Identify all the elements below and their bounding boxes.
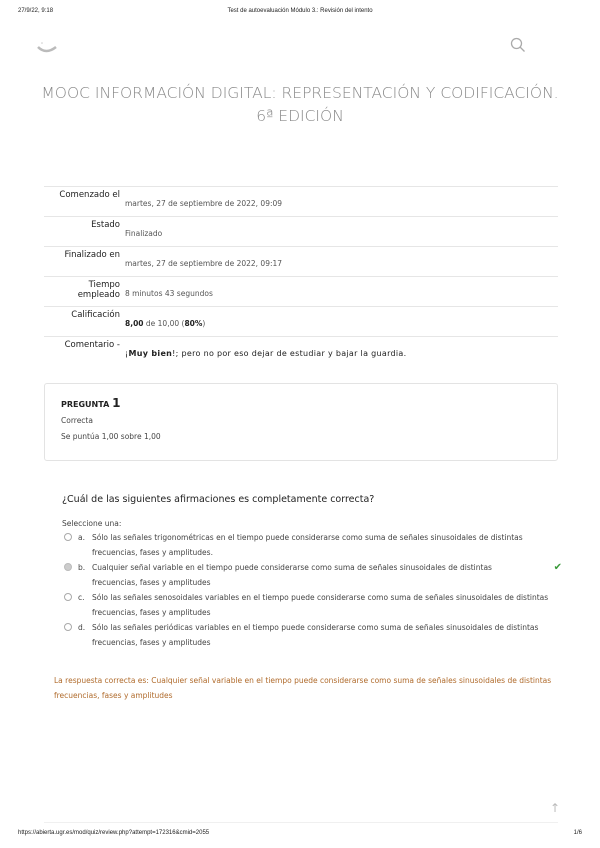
question-text: ¿Cuál de las siguientes afirmaciones es completamente correcta?: [62, 494, 375, 505]
comment-pre: ¡: [125, 349, 129, 358]
attempt-summary: [44, 186, 558, 366]
answer-option[interactable]: [64, 530, 552, 560]
grade-pct: 80%: [184, 319, 203, 328]
grade-of: de 10,00 (: [143, 319, 185, 328]
option-text: Sólo las señales senosoidales variables en el tiempo puede considerarse como suma de señales sinusoidales de distintas frecuencias, fases y amplitudes: [92, 593, 549, 617]
option-text: Sólo las señales trigonométricas en el tiempo puede considerarse como suma de señales sinusoidales de distintas frecuencias, fases y amplitudes.: [92, 533, 523, 557]
back-to-top-icon[interactable]: ↑: [550, 801, 561, 815]
print-datetime: 27/9/22, 9:18: [18, 8, 54, 14]
radio-button[interactable]: [64, 533, 72, 541]
correct-answer-feedback: La respuesta correcta es: Cualquier señal variable en el tiempo puede considerarse como suma de señales sinusoidales de distintas frecuencias, fases y amplitudes: [54, 676, 552, 700]
radio-button[interactable]: [64, 593, 72, 601]
summary-value: Finalizado: [125, 229, 163, 238]
print-page-title: Test de autoevaluación Módulo 3.: Revisión del intento: [227, 8, 373, 14]
check-icon: ✔: [553, 562, 562, 573]
question-score: Se puntúa 1,00 sobre 1,00: [61, 432, 161, 441]
comment-strong: Muy bien: [128, 349, 173, 358]
answer-option[interactable]: [64, 620, 552, 650]
summary-value: 8 minutos 43 segundos: [125, 289, 213, 298]
question-label: PREGUNTA: [61, 400, 110, 409]
summary-label: Finalizado en: [64, 250, 120, 260]
answer-option[interactable]: [64, 590, 552, 620]
radio-button[interactable]: [64, 623, 72, 631]
question-status: Correcta: [61, 416, 93, 425]
summary-label: Tiempo empleado: [77, 280, 120, 300]
print-page-number: 1/6: [573, 830, 582, 836]
summary-label: Calificación: [71, 310, 120, 320]
question-content: [62, 494, 562, 650]
grade: 8,00: [125, 319, 144, 328]
option-letter: b.: [78, 563, 86, 572]
grade-value: [120, 307, 205, 336]
search-icon[interactable]: [510, 37, 526, 57]
question-number: 1: [112, 396, 121, 410]
divider: [44, 822, 558, 823]
print-url: https://abierta.ugr.es/mod/quiz/review.php?attempt=172316&cmid=2055: [18, 830, 210, 836]
answer-prompt: Seleccione una:: [62, 519, 122, 528]
option-letter: d.: [78, 623, 86, 632]
option-text: Sólo las señales periódicas variables en el tiempo puede considerarse como suma de señales sinusoidales de distintas frecuencias, fases y amplitudes: [92, 623, 539, 647]
option-letter: c.: [78, 593, 85, 602]
option-letter: a.: [78, 533, 85, 542]
comment-post: !; pero no por eso dejar de estudiar y bajar la guardia.: [172, 349, 407, 358]
summary-label: Comentario -: [64, 340, 120, 350]
grade-close: ): [202, 319, 206, 328]
summary-label: Estado: [91, 220, 120, 230]
page-title: MOOC INFORMACIÓN DIGITAL: REPRESENTACIÓN Y CODIFICACIÓN. 6ª EDICIÓN: [41, 84, 559, 125]
question-info: [44, 383, 558, 461]
option-text: Cualquier señal variable en el tiempo puede considerarse como suma de señales sinusoidales de distintas frecuencias, fases y amplitudes: [92, 563, 492, 587]
summary-value: martes, 27 de septiembre de 2022, 09:09: [125, 199, 283, 208]
radio-button-selected[interactable]: [64, 563, 72, 571]
site-logo[interactable]: [36, 40, 60, 54]
answer-option[interactable]: [64, 560, 562, 590]
summary-value: martes, 27 de septiembre de 2022, 09:17: [125, 259, 283, 268]
summary-label: Comenzado el: [59, 190, 120, 200]
comment-value: [120, 337, 406, 366]
